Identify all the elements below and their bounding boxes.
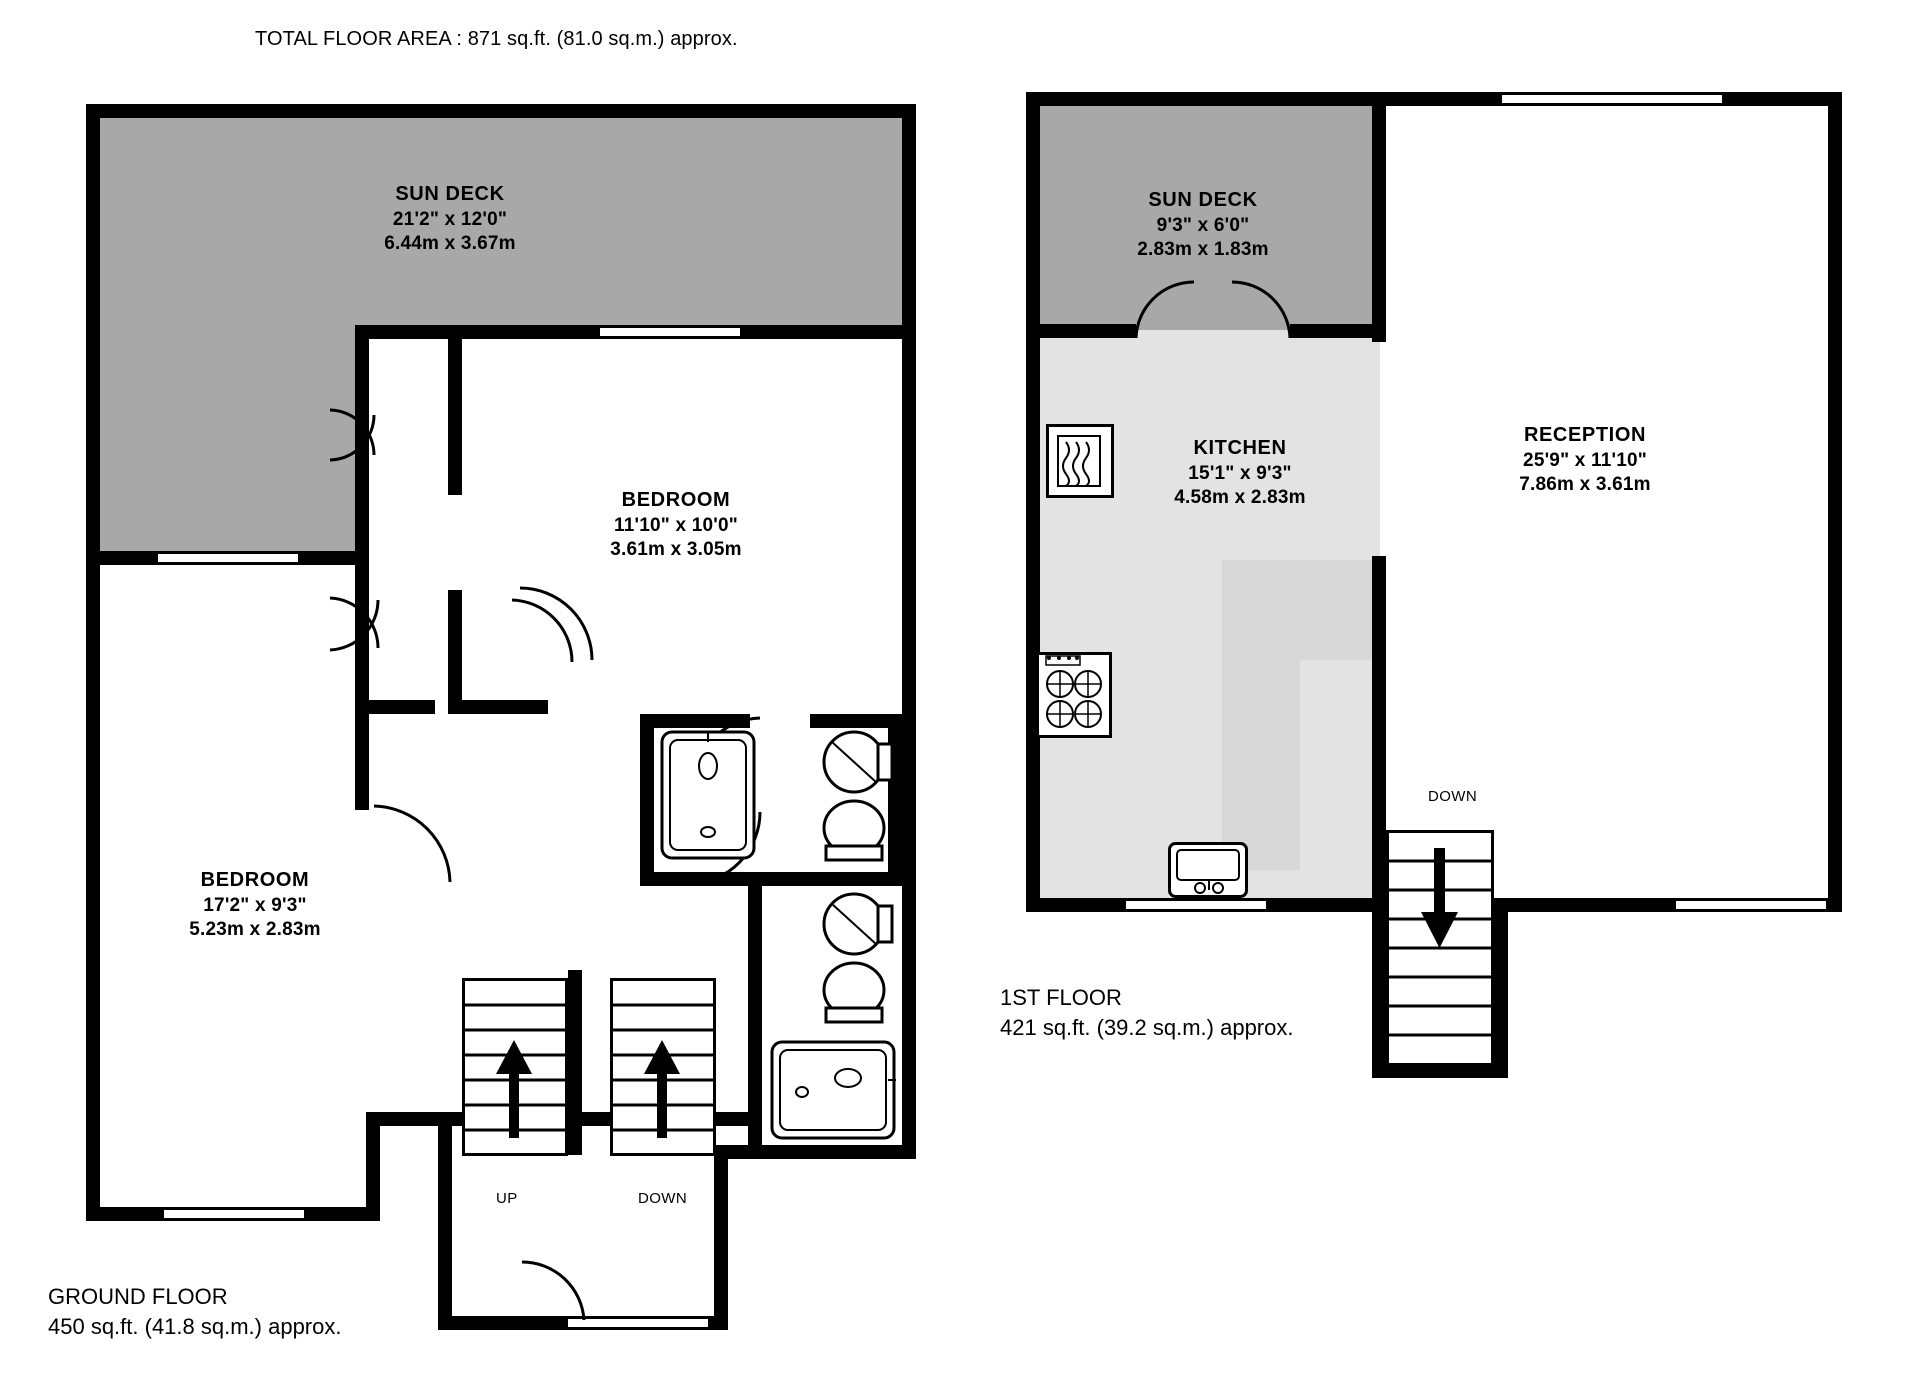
room-name: SUN DECK	[1148, 189, 1258, 211]
room-label-sun-deck-first	[1018, 188, 1388, 262]
sink-icon	[1168, 842, 1248, 898]
room-label-kitchen	[1075, 436, 1405, 510]
room-dim-m: 2.83m x 1.83m	[1137, 238, 1269, 260]
room-dim-m: 3.61m x 3.05m	[610, 538, 742, 560]
room-dim-ft: 9'3" x 6'0"	[1156, 214, 1250, 236]
ground-floor-title: GROUND FLOOR	[48, 1284, 228, 1309]
first-floor-title: 1ST FLOOR	[1000, 985, 1122, 1010]
room-dim-m: 7.86m x 3.61m	[1519, 473, 1651, 495]
room-dim-m: 6.44m x 3.67m	[384, 232, 516, 254]
room-name: BEDROOM	[621, 489, 731, 511]
first-floor-caption	[1000, 983, 1293, 1042]
room-name: SUN DECK	[395, 183, 505, 205]
room-label-reception	[1385, 423, 1785, 497]
stair-ff-down-label: DOWN	[1428, 788, 1478, 805]
room-name: BEDROOM	[200, 869, 310, 891]
total-floor-area-text: TOTAL FLOOR AREA : 871 sq.ft. (81.0 sq.m.) approx.	[255, 28, 738, 50]
room-dim-ft: 15'1" x 9'3"	[1188, 462, 1292, 484]
first-floor-area: 421 sq.ft. (39.2 sq.m.) approx.	[1000, 1014, 1294, 1040]
stair-ff-down	[1386, 830, 1494, 1066]
ground-floor-area: 450 sq.ft. (41.8 sq.m.) approx.	[48, 1313, 342, 1339]
stair-down-label: DOWN	[638, 1190, 688, 1207]
room-dim-m: 5.23m x 2.83m	[189, 918, 321, 940]
room-name: KITCHEN	[1193, 437, 1287, 459]
room-dim-ft: 11'10" x 10'0"	[614, 514, 738, 536]
room-dim-m: 4.58m x 2.83m	[1174, 486, 1306, 508]
room-name: RECEPTION	[1523, 424, 1647, 446]
room-dim-ft: 21'2" x 12'0"	[392, 208, 508, 230]
stair-up-label: UP	[496, 1190, 518, 1207]
room-dim-ft: 25'9" x 11'10"	[1523, 449, 1647, 471]
room-dim-ft: 17'2" x 9'3"	[203, 894, 307, 916]
hob-icon	[1036, 652, 1112, 738]
